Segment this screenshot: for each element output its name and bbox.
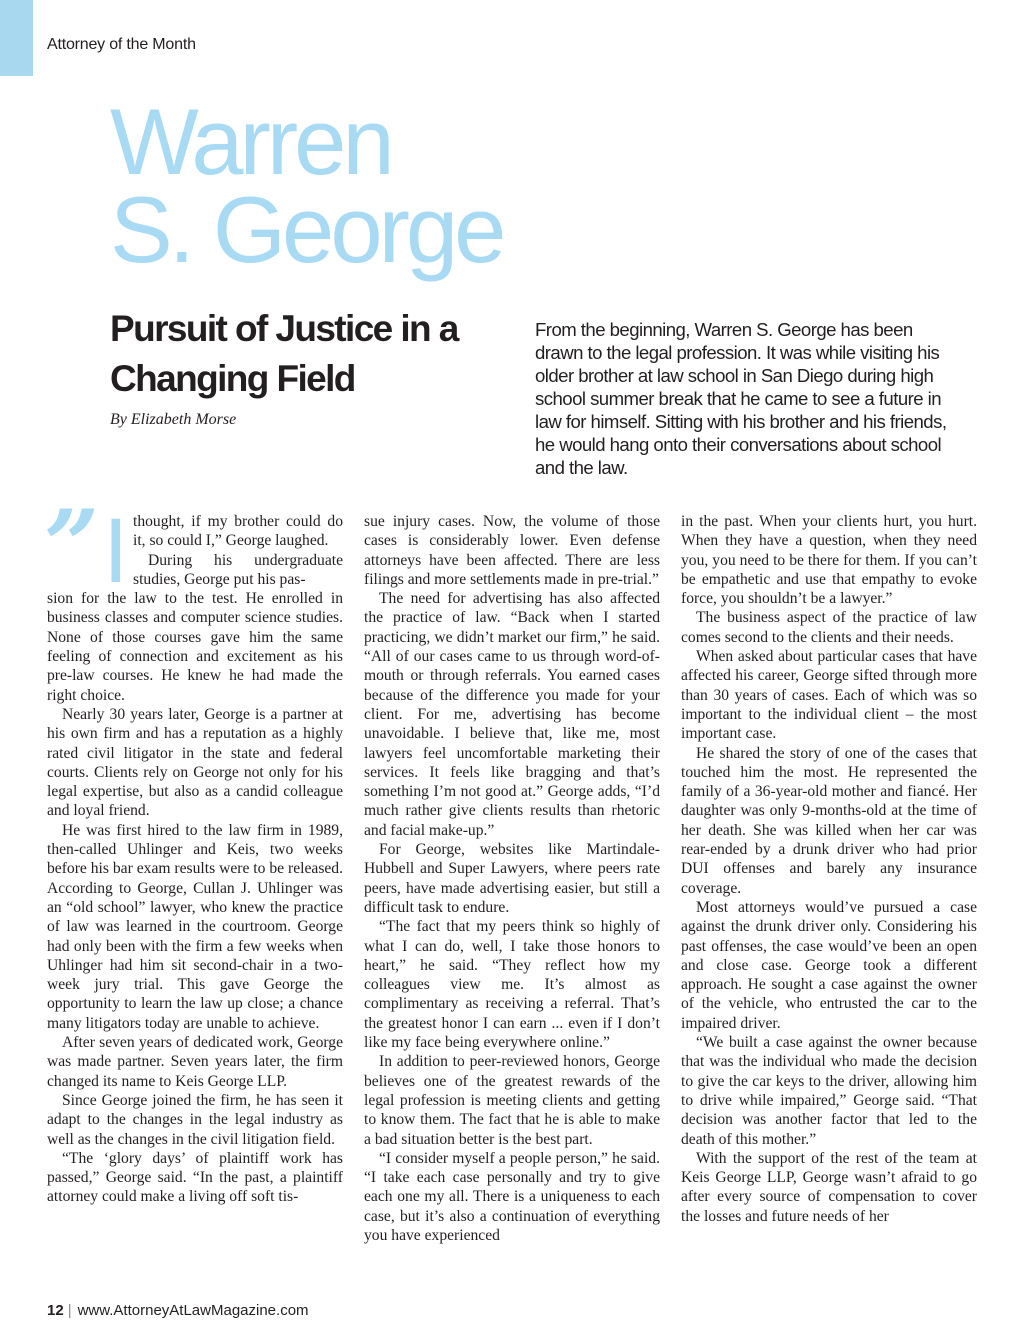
- article-column-2: [364, 512, 660, 1292]
- paragraph: “We built a case against the owner because that was the individual who made the decision to give the car keys to the driver, allowing him to drive while impaired,” George said. “That decision was another factor that led to the death of this mother.”: [681, 1034, 977, 1148]
- section-color-tab: [0, 0, 33, 76]
- article-subtitle: [110, 304, 510, 404]
- article-column-3: [681, 512, 977, 1292]
- paragraph: He shared the story of one of the cases that touched him the most. He represented the family of a 36-year-old mother and fiancé. Her daughter was only 9-months-old at the time of her death. She was killed when her car was rear-ended by a drunk driver who had prior DUI offenses and barely any insurance coverage.: [681, 744, 977, 897]
- paragraph: After seven years of dedicated work, George was made partner. Seven years later, the firm changed its name to Keis George LLP.: [47, 1034, 343, 1090]
- footer-separator: |: [67, 1302, 72, 1319]
- article-column-1: [47, 512, 343, 1292]
- website-link[interactable]: www.AttorneyAtLawMagazine.com: [77, 1302, 309, 1319]
- paragraph: thought, if my brother could do it, so could I,” George laughed.: [133, 513, 343, 550]
- paragraph: sion for the law to the test. He enrolled in business classes and computer science studies. None of those courses gave him the same feeling of connection and excitement as his pre-law courses. He knew he had made the right choice.: [47, 590, 343, 704]
- page-number: 12: [47, 1302, 64, 1319]
- subtitle-line-1: Pursuit of Justice in a: [110, 308, 458, 349]
- paragraph: Most attorneys would’ve pursued a case against the drunk driver only. Considering his past offenses, the case would’ve been an open and close case. George took a different approach. He sought a case against the owner of the vehicle, who entrusted the car to the impaired driver.: [681, 898, 977, 1032]
- paragraph: Since George joined the firm, he has seen it adapt to the changes in the legal industry as well as the changes in the civil litigation field.: [47, 1091, 343, 1148]
- paragraph: When asked about particular cases that have affected his career, George sifted through more than 30 years of cases. Each of which was so important to the individual client – the most important case.: [681, 648, 977, 743]
- paragraph: in the past. When your clients hurt, you hurt. When they have a question, when they need you, you need to be there for them. If you can’t be empathetic and use that empathy to evoke force, you shouldn’t be a lawyer.”: [681, 513, 977, 608]
- byline: By Elizabeth Morse: [110, 411, 237, 428]
- paragraph: In addition to peer-reviewed honors, George believes one of the greatest rewards of the legal profession is meeting clients and getting to know them. The fact that he is able to make a bad situation better is the best part.: [364, 1053, 660, 1148]
- paragraph: During his undergraduate studies, George put his pas-: [133, 551, 343, 588]
- headline-line-2: S. George: [110, 177, 503, 282]
- paragraph: He was first hired to the law firm in 1989, then-called Uhlinger and Keis, two weeks before his bar exam results were to be released. According to George, Cullan J. Uhlinger was an “old school” lawyer, who knew the practice of law was learned in the courtroom. George had only been with the firm a few weeks when Uhlinger had him sit second-chair in a two-week jury trial. This gave George the opportunity to learn the law up close; a chance many litigators today are unable to achieve.: [47, 821, 343, 1032]
- quote-mark-icon: ”: [44, 489, 100, 602]
- intro-paragraph: From the beginning, Warren S. George has been drawn to the legal profession. It was while visiting his older brother at law school in San Diego during high school summer break that he came to see a future in law for himself. Sitting with his brother and his friends, he would hang onto their conversations about school and the law.: [535, 319, 947, 478]
- paragraph: The need for advertising has also affected the practice of law. “Back when I started practicing, we didn’t market our firm,” he said. “All of our cases came to us through word-of-mouth or through referrals. You earned cases because of the difference you made for your client. For me, advertising has become unavoidable. I believe that, like me, most lawyers feel uncomfortable marketing their services. It feels like bragging and that’s something I’m not good at.” George adds, “I’d much rather give clients results than rhetoric and facial make-up.”: [364, 590, 660, 839]
- paragraph: The business aspect of the practice of law comes second to the clients and their needs.: [681, 609, 977, 646]
- paragraph: “The ‘glory days’ of plaintiff work has passed,” George said. “In the past, a plaintiff attorney could make a living off soft tis-: [47, 1149, 343, 1206]
- subtitle-line-2: Changing Field: [110, 358, 355, 399]
- paragraph: “The fact that my peers think so highly of what I can do, well, I take those honors to heart,” he said. “They reflect how my colleagues view me. It’s almost as complimentary as receiving a referral. That’s the greatest honor I can earn ... even if I don’t like my face being everywhere online.”: [364, 918, 660, 1052]
- article-headline: [110, 89, 630, 282]
- paragraph: For George, websites like Martindale-Hubbell and Super Lawyers, where peers rate peers, have made advertising easier, but still a difficult task to endure.: [364, 841, 660, 916]
- paragraph: “I consider myself a people person,” he said. “I take each case personally and try to give each one my all. There is a uniqueness to each case, but it’s also a continuation of everything you have experienced: [364, 1149, 660, 1244]
- headline-line-1: Warren: [110, 89, 391, 194]
- paragraph: With the support of the rest of the team at Keis George LLP, George wasn’t afraid to go after every source of compensation to cover the losses and future needs of her: [681, 1149, 977, 1225]
- section-label: Attorney of the Month: [47, 36, 196, 53]
- page-footer: [47, 1302, 309, 1319]
- drop-cap: I: [103, 500, 129, 602]
- paragraph: Nearly 30 years later, George is a partner at his own firm and has a reputation as a highly rated civil litigator in the state and federal courts. Clients rely on George not only for his legal expertise, but also as a candid colleague and loyal friend.: [47, 705, 343, 820]
- paragraph: sue injury cases. Now, the volume of those cases is considerably lower. Even defense attorneys have been affected. There are less filings and more settlements made in pre-trial.”: [364, 513, 660, 588]
